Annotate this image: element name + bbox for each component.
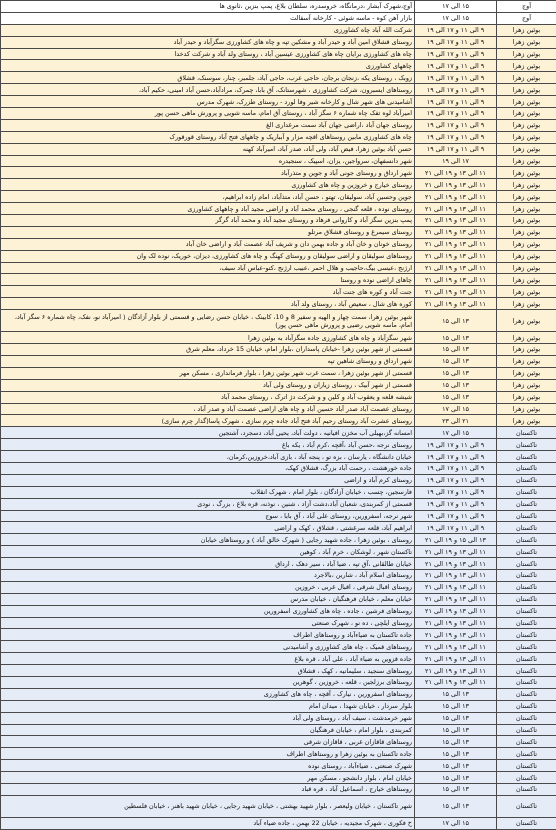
- table-row: [1, 653, 556, 665]
- table-row: [1, 605, 556, 617]
- zone-cell: بوئین زهرا: [497, 191, 556, 203]
- zone-cell: بوئین زهرا: [497, 84, 556, 96]
- time-cell: ۱۳ الی ۱۵: [415, 760, 497, 772]
- time-cell: ۱۱ الی ۱۳ و ۱۹ الی ۲۱: [415, 203, 497, 215]
- area-cell: قسمتی از شهر بوئین زهرا ، سمت غرب شهر بوئین زهرا ، بلوار فرمانداری ، مسکن مهر: [1, 367, 415, 379]
- table-row: [1, 534, 556, 546]
- time-cell: ۱۱ الی ۱۳ و ۱۹ الی ۲۱: [415, 191, 497, 203]
- time-cell: ۱۳ الی ۱۵: [415, 736, 497, 748]
- time-cell: ۹ الی ۱۱ و ۱۷ الی ۱۹: [415, 143, 497, 155]
- area-cell: بلوار سردار ، خیابان شهدا ، میدان امام: [1, 700, 415, 712]
- time-cell: ۱۵ الی ۱۷: [415, 427, 497, 439]
- time-cell: ۱۳ الی ۱۵: [415, 310, 497, 332]
- area-cell: شهر ارداق و روستای جونی آباد و جوین و متذرآباد: [1, 167, 415, 179]
- table-row: [1, 262, 556, 274]
- table-row: [1, 629, 556, 641]
- area-cell: روستاهای اسلام آباد ، شارین ،بالاجرد: [1, 569, 415, 581]
- area-cell: خیابان دانشگاه ، یارسان ، بزه تو ، پنجه آباد ، بازی آباد،خروزین،کرمان،: [1, 451, 415, 463]
- table-row: [1, 238, 556, 250]
- time-cell: ۱۳ الی ۱۵: [415, 772, 497, 784]
- zone-cell: تاکستان: [497, 688, 556, 700]
- area-cell: روستای عصمت آباد صدر آباد حسین آباد و چاه های اراضی عصمت آباد و صدر آباد ،: [1, 403, 415, 415]
- time-cell: ۱۵ الی ۱۷: [415, 817, 497, 829]
- table-row: [1, 581, 556, 593]
- table-row: [1, 179, 556, 191]
- zone-cell: بوئین زهرا: [497, 262, 556, 274]
- time-cell: ۱۳ الی ۱۵: [415, 712, 497, 724]
- zone-cell: بوئین زهرا: [497, 72, 556, 84]
- table-row: [1, 665, 556, 677]
- table-row: [1, 391, 556, 403]
- table-row: [1, 72, 556, 84]
- zone-cell: تاکستان: [497, 760, 556, 772]
- table-row: [1, 286, 556, 298]
- time-cell: ۱۱ الی ۱۳ و ۱۹ الی ۲۱: [415, 665, 497, 677]
- zone-cell: بوئین زهرا: [497, 250, 556, 262]
- table-row: [1, 203, 556, 215]
- table-row: [1, 546, 556, 558]
- table-row: [1, 119, 556, 131]
- area-cell: آوج،شهرک آبشار ،درمانگاه، خروسدره، سلطان بلاغ، پمپ بنزین ،ثانوی ها: [1, 1, 415, 13]
- time-cell: ۱۱ الی ۱۳ و ۱۹ الی ۲۱: [415, 569, 497, 581]
- table-row: [1, 84, 556, 96]
- time-cell: ۱۱ الی ۱۳ و ۱۹ الی ۲۱: [415, 215, 497, 227]
- area-cell: روستاهای اسفرورین ، نیارک ، آقچه ، چاه های کشاورزی: [1, 688, 415, 700]
- area-cell: جاده خورهشت ، رحمت آباد بزرگ، قشلاق کهک،: [1, 462, 415, 474]
- time-cell: ۹ الی ۱۱ و ۱۷ الی ۱۹: [415, 60, 497, 72]
- table-row: [1, 415, 556, 427]
- time-cell: ۱۱ الی ۱۳ و ۱۹ الی ۲۱: [415, 581, 497, 593]
- zone-cell: تاکستان: [497, 427, 556, 439]
- area-cell: روستاهای قمیک ، چاه های کشاورزی و آشامیدنی: [1, 641, 415, 653]
- zone-cell: بوئین زهرا: [497, 274, 556, 286]
- time-cell: ۱۱ الی ۱۳ و ۱۹ الی ۲۱: [415, 262, 497, 274]
- zone-cell: تاکستان: [497, 558, 556, 570]
- area-cell: چاه های کشاورزی برایان چاه های کشاورزی عیسین آباد ، روستای ولد آباد و شرکت کدخدا: [1, 48, 415, 60]
- time-cell: ۱۱ الی ۱۳ و ۱۹ الی ۲۱: [415, 605, 497, 617]
- table-row: [1, 344, 556, 356]
- area-cell: روستای ایلچی ، ده نو ، شهرک صنعتی: [1, 617, 415, 629]
- zone-cell: بوئین زهرا: [497, 226, 556, 238]
- area-cell: شهر خرمدشت ، سیف آباد ، روستای ولی آباد: [1, 712, 415, 724]
- time-cell: ۱۵ الی ۱۷: [415, 403, 497, 415]
- zone-cell: بوئین زهرا: [497, 24, 556, 36]
- area-cell: روستای کرم آباد و اراضی: [1, 474, 415, 486]
- table-row: [1, 676, 556, 688]
- area-cell: خ فکوری ، شهرک مجیدیه ، خیابان 22 بهمن ، جاده ضیاء آباد: [1, 817, 415, 829]
- time-cell: ۱۳ الی ۱۵ و ۱۹ الی ۲۱: [415, 534, 497, 546]
- zone-cell: تاکستان: [497, 593, 556, 605]
- table-row: [1, 355, 556, 367]
- zone-cell: تاکستان: [497, 486, 556, 498]
- area-cell: روستای نرجه ،حسن آباد ،آقچه ،کرم آباد ، یکه باغ: [1, 439, 415, 451]
- zone-cell: آوج: [497, 12, 556, 24]
- time-cell: ۱۳ الی ۱۵: [415, 748, 497, 760]
- area-cell: خیابان امام ، بلوار دانشجو ، مسکن مهر: [1, 772, 415, 784]
- area-cell: روستاهای برزلجین ، قلعه ، خروزین ، گوهرین: [1, 676, 415, 688]
- zone-cell: بوئین زهرا: [497, 391, 556, 403]
- table-row: [1, 510, 556, 522]
- zone-cell: تاکستان: [497, 629, 556, 641]
- time-cell: ۱۳ الی ۱۵: [415, 332, 497, 344]
- zone-cell: بوئین زهرا: [497, 367, 556, 379]
- area-cell: جاده قزوین به ضیاء آباد ، علی آباد ، قره بلاغ: [1, 653, 415, 665]
- zone-cell: تاکستان: [497, 817, 556, 829]
- zone-cell: بوئین زهرا: [497, 119, 556, 131]
- time-cell: ۱۱ الی ۱۳ و ۱۹ الی ۲۱: [415, 274, 497, 286]
- time-cell: ۱۱ الی ۱۳ و ۱۹ الی ۲۱: [415, 179, 497, 191]
- zone-cell: بوئین زهرا: [497, 108, 556, 120]
- zone-cell: بوئین زهرا: [497, 415, 556, 427]
- zone-cell: بوئین زهرا: [497, 96, 556, 108]
- table-row: [1, 155, 556, 167]
- table-row: [1, 817, 556, 829]
- table-row: [1, 641, 556, 653]
- time-cell: ۱۳ الی ۱۵: [415, 355, 497, 367]
- table-row: [1, 24, 556, 36]
- zone-cell: بوئین زهرا: [497, 48, 556, 60]
- area-cell: روستای سیمرغ و روستای قشلاق مرتلو: [1, 226, 415, 238]
- zone-cell: بوئین زهرا: [497, 238, 556, 250]
- time-cell: ۹ الی ۱۱ و ۱۷ الی ۱۹: [415, 108, 497, 120]
- zone-cell: تاکستان: [497, 522, 556, 534]
- area-cell: روستای قشلاق امین آباد و حیدر آباد و مشکین تپه و چاه های کشاورزی سگزآباد و حیدر آباد: [1, 36, 415, 48]
- table-row: [1, 143, 556, 155]
- time-cell: ۱۱ الی ۱۳ و ۱۹ الی ۲۱: [415, 546, 497, 558]
- zone-cell: تاکستان: [497, 605, 556, 617]
- time-cell: ۱۳ الی ۱۵: [415, 688, 497, 700]
- table-row: [1, 439, 556, 451]
- zone-cell: تاکستان: [497, 772, 556, 784]
- table-row: [1, 167, 556, 179]
- table-row: [1, 688, 556, 700]
- zone-cell: تاکستان: [497, 795, 556, 817]
- area-cell: شرکت الله آباد چاه کشاورزی: [1, 24, 415, 36]
- time-cell: ۱۱ الی ۱۳ و ۱۹ الی ۲۱: [415, 653, 497, 665]
- table-row: [1, 250, 556, 262]
- zone-cell: تاکستان: [497, 462, 556, 474]
- zone-cell: بوئین زهرا: [497, 60, 556, 72]
- time-cell: ۹ الی ۱۱ و ۱۷ الی ۱۹: [415, 462, 497, 474]
- zone-cell: تاکستان: [497, 748, 556, 760]
- time-cell: ۱۵ الی ۱۷: [415, 12, 497, 24]
- time-cell: ۹ الی ۱۱ و ۱۷ الی ۱۹: [415, 36, 497, 48]
- table-row: [1, 724, 556, 736]
- zone-cell: تاکستان: [497, 498, 556, 510]
- table-row: [1, 736, 556, 748]
- area-cell: روستای نوده ، قلعه گنجی ، روستای محمد آباد و اراضی مجید آباد و چاههای کشاورزی: [1, 203, 415, 215]
- area-cell: چاههای کشاورزی: [1, 60, 415, 72]
- area-cell: قسمتی از کمربندی، شعبان آباد،دشت آزاد ، شنین ، نوذنه، قره بلاغ ، بزرگ ، نودی: [1, 498, 415, 510]
- time-cell: ۱۱ الی ۱۳ و ۱۹ الی ۲۱: [415, 167, 497, 179]
- area-cell: جوین وحسین آباد، سولیقان، تهتو ، حسن آباد، متذآباد، امام زاده ابراهیم،: [1, 191, 415, 203]
- zone-cell: بوئین زهرا: [497, 203, 556, 215]
- zone-cell: بوئین زهرا: [497, 143, 556, 155]
- area-cell: امسانه گز،بهیلی آب مخزن افیانیه ، دولت آباد، یحیی آباد، دسجرد، آشتجین: [1, 427, 415, 439]
- area-cell: حسن آباد بوئین زهرا، فیض آباد، ولی آباد، صدر آباد، امیرآباد کهنه: [1, 143, 415, 155]
- table-row: [1, 131, 556, 143]
- area-cell: شهر نرجه، اسفرورین، روستای علی آباد ، آق بابا ، سوج: [1, 510, 415, 522]
- zone-cell: تاکستان: [497, 451, 556, 463]
- table-row: [1, 760, 556, 772]
- area-cell: روستاهای قاقازان غربی ، قاقازان شرقی: [1, 736, 415, 748]
- table-row: [1, 36, 556, 48]
- time-cell: ۱۳ الی ۱۵: [415, 367, 497, 379]
- time-cell: ۱۳ الی ۱۵: [415, 724, 497, 736]
- zone-cell: بوئین زهرا: [497, 179, 556, 191]
- time-cell: ۱۱ الی ۱۳ و ۱۹ الی ۲۱: [415, 676, 497, 688]
- table-row: [1, 96, 556, 108]
- area-cell: قسمتی از شهر آبیک ، روستای زیاران و روستای ولی آباد: [1, 379, 415, 391]
- time-cell: ۱۱ الی ۱۳ و ۱۹ الی ۲۱: [415, 250, 497, 262]
- area-cell: روستای خونان و خان آباد و جاده بهمن دان و شریف آباد عصمت آباد و اراضی خان آباد: [1, 238, 415, 250]
- area-cell: روستای جهان آباد ،اراضی جهان آباد سمت مرغداری الغ: [1, 119, 415, 131]
- table-row: [1, 215, 556, 227]
- area-cell: روستاهای ایسبرون، شرکت کشاورزی ، شهرستانک، آق بابا، چمرک، مرادآباد،حسن آباد امینی، حکیم آباد،: [1, 84, 415, 96]
- time-cell: ۱۱ الی ۱۳ و ۱۹ الی ۲۱: [415, 617, 497, 629]
- time-cell: ۹ الی ۱۱ و ۱۷ الی ۱۹: [415, 131, 497, 143]
- time-cell: ۹ الی ۱۱ و ۱۷ الی ۱۹: [415, 486, 497, 498]
- time-cell: ۱۱ الی ۱۳ و ۱۹ الی ۲۱: [415, 238, 497, 250]
- table-row: [1, 310, 556, 332]
- table-row: [1, 1, 556, 13]
- time-cell: ۹ الی ۱۱ و ۱۷ الی ۱۹: [415, 522, 497, 534]
- zone-cell: تاکستان: [497, 712, 556, 724]
- time-cell: ۱۳ الی ۱۵: [415, 379, 497, 391]
- time-cell: ۱۱ الی ۱۳ و ۱۹ الی ۲۱: [415, 298, 497, 310]
- zone-cell: آوج: [497, 1, 556, 13]
- time-cell: ۹ الی ۱۱ و ۱۷ الی ۱۹: [415, 72, 497, 84]
- time-cell: ۱۳ الی ۱۵: [415, 784, 497, 796]
- area-cell: جاده تاکستان به بوئین زهرا و روستاهای اطراف: [1, 748, 415, 760]
- zone-cell: تاکستان: [497, 581, 556, 593]
- zone-cell: بوئین زهرا: [497, 379, 556, 391]
- area-cell: روستای خیارج و خروزین و چاه های کشاورزی: [1, 179, 415, 191]
- area-cell: ارژنج ،عیسی بیگ،حاجیب و هلال احمر ،عبیب ارژنج ،کتو-عباس آباد سیف،: [1, 262, 415, 274]
- table-row: [1, 298, 556, 310]
- zone-cell: تاکستان: [497, 700, 556, 712]
- table-row: [1, 12, 556, 24]
- zone-cell: بوئین زهرا: [497, 344, 556, 356]
- time-cell: ۱۱ الی ۱۳ و ۱۹ الی ۲۱: [415, 226, 497, 238]
- table-row: [1, 403, 556, 415]
- table-row: [1, 700, 556, 712]
- table-row: [1, 784, 556, 796]
- time-cell: ۱۱ الی ۱۳ و ۱۹ الی ۲۱: [415, 641, 497, 653]
- area-cell: روستای اقبال شرقی ، اقبال غربی ، خروزین: [1, 581, 415, 593]
- table-row: [1, 48, 556, 60]
- area-cell: ابراهیم آباد، قلعه سرغشتی ، قشلاق ، کهک و اراضی: [1, 522, 415, 534]
- zone-cell: تاکستان: [497, 534, 556, 546]
- area-cell: شهر ارداق و روستای شاهین تپه: [1, 355, 415, 367]
- table-row: [1, 498, 556, 510]
- area-cell: شهر دانسفهان، سرواجین، یزان، اسپیک ، سنجیدره: [1, 155, 415, 167]
- time-cell: ۹ الی ۱۱ و ۱۷ الی ۱۹: [415, 119, 497, 131]
- area-cell: تاکستان شهر ، لوشکان ، خرم آباد ، کوهین: [1, 546, 415, 558]
- table-row: [1, 593, 556, 605]
- area-cell: خیابان معلم ، خیابان فرهنگیان ، خیابان مدرس: [1, 593, 415, 605]
- table-row: [1, 367, 556, 379]
- time-cell: ۱۳ الی ۱۵: [415, 700, 497, 712]
- zone-cell: بوئین زهرا: [497, 355, 556, 367]
- zone-cell: بوئین زهرا: [497, 310, 556, 332]
- area-cell: کمربندی ، بلوار امام ، خیابان فرهنگیان: [1, 724, 415, 736]
- time-cell: ۹ الی ۱۱ و ۱۷ الی ۱۹: [415, 48, 497, 60]
- zone-cell: تاکستان: [497, 439, 556, 451]
- zone-cell: بوئین زهرا: [497, 298, 556, 310]
- time-cell: ۱۳ الی ۱۵: [415, 344, 497, 356]
- time-cell: ۹ الی ۱۱ و ۱۷ الی ۱۹: [415, 84, 497, 96]
- zone-cell: تاکستان: [497, 653, 556, 665]
- table-row: [1, 226, 556, 238]
- zone-cell: تاکستان: [497, 641, 556, 653]
- time-cell: ۱۳ الی ۱۵: [415, 391, 497, 403]
- zone-cell: تاکستان: [497, 784, 556, 796]
- area-cell: جاده تاکستان به ضیاءآباد و روستاهای اطراف: [1, 629, 415, 641]
- time-cell: ۱۱ الی ۱۳ و ۱۹ الی ۲۱: [415, 286, 497, 298]
- zone-cell: تاکستان: [497, 665, 556, 677]
- table-row: [1, 558, 556, 570]
- area-cell: جنت آباد و کوره های جنت آباد: [1, 286, 415, 298]
- time-cell: ۹ الی ۱۱ و ۱۷ الی ۱۹: [415, 451, 497, 463]
- table-row: [1, 712, 556, 724]
- zone-cell: بوئین زهرا: [497, 36, 556, 48]
- time-cell: ۱۵ الی ۱۷: [415, 1, 497, 13]
- area-cell: پمپ بنزین سگز آباد و کاروانی فرهاد و روستای مجید آباد و محمد آباد گرگر: [1, 215, 415, 227]
- zone-cell: تاکستان: [497, 617, 556, 629]
- zone-cell: بوئین زهرا: [497, 155, 556, 167]
- time-cell: ۱۱ الی ۱۳ و ۱۹ الی ۲۱: [415, 558, 497, 570]
- table-row: [1, 274, 556, 286]
- table-row: [1, 379, 556, 391]
- table-row: [1, 748, 556, 760]
- time-cell: ۱۳ الی ۱۵: [415, 795, 497, 817]
- zone-cell: تاکستان: [497, 676, 556, 688]
- time-cell: ۹ الی ۱۱ و ۱۷ الی ۱۹: [415, 510, 497, 522]
- table-row: [1, 522, 556, 534]
- time-cell: ۹ الی ۱۱ و ۱۷ الی ۱۹: [415, 498, 497, 510]
- time-cell: ۹ الی ۱۱ و ۱۷ الی ۱۹: [415, 24, 497, 36]
- time-cell: ۹ الی ۱۱ و ۱۷ الی ۱۹: [415, 96, 497, 108]
- area-cell: قسمتی از شهر بوئین زهرا -خیابان پاسداران ،بلوار امام، خیابان 15 خرداد، معلم شرق: [1, 344, 415, 356]
- area-cell: زوبک ، روستای یکه ،زنجان برجان، حاجی عرب، حاجی آباد، جلمبر، چنار، سوسنک، قشلاق: [1, 72, 415, 84]
- zone-cell: بوئین زهرا: [497, 215, 556, 227]
- area-cell: آشامیدنی های شهر شال و کارخانه شیر وفا لورد - روستای طزرک، شهرک مدرس: [1, 96, 415, 108]
- time-cell: ۱۱ الی ۱۳ و ۱۹ الی ۲۱: [415, 629, 497, 641]
- table-row: [1, 617, 556, 629]
- area-cell: روستاهای خیارج ، اسماعیل آباد ، قره قباد: [1, 784, 415, 796]
- schedule-rows: [1, 1, 556, 830]
- time-cell: ۹ الی ۱۱ و ۱۷ الی ۱۹: [415, 439, 497, 451]
- zone-cell: تاکستان: [497, 546, 556, 558]
- area-cell: چاهای اراضی نوده و روستا: [1, 274, 415, 286]
- table-row: [1, 474, 556, 486]
- table-row: [1, 332, 556, 344]
- area-cell: کوره های شال ، سعیص آباد ، روستای ولد آباد: [1, 298, 415, 310]
- zone-cell: تاکستان: [497, 569, 556, 581]
- zone-cell: بوئین زهرا: [497, 167, 556, 179]
- area-cell: بازار آهن کوه - ماسه شوئی - کارخانه آسفالت: [1, 12, 415, 24]
- time-cell: ۱۷ الی ۱۹: [415, 155, 497, 167]
- zone-cell: بوئین زهرا: [497, 332, 556, 344]
- time-cell: ۹ الی ۱۱ و ۱۷ الی ۱۹: [415, 474, 497, 486]
- table-row: [1, 60, 556, 72]
- table-row: [1, 772, 556, 784]
- area-cell: روستاهای سولیقان و اراضی سولیقان و روستای کهنگ و چاه های کشاورزی، دیزان، خوریک، نوده لک وان: [1, 250, 415, 262]
- zone-cell: تاکستان: [497, 474, 556, 486]
- zone-cell: بوئین زهرا: [497, 403, 556, 415]
- zone-cell: تاکستان: [497, 510, 556, 522]
- area-cell: شهر سگزآباد و چاه های کشاورزی جاده سگزآباد به بوئین زهرا: [1, 332, 415, 344]
- area-cell: شهرک صنعتی ، ضیاءآباد ، روستای نوده: [1, 760, 415, 772]
- area-cell: شیشه قلعه و یعقوب آباد و کلین و و شرکت دژ اترک ، روستای محمد آباد: [1, 391, 415, 403]
- area-cell: شهر بوئین زهرا، سمت چهار و الهیه و سفیر 8 و 10، کابینک ، خیابان حسن رضایی و قسمتی از بلوار آزادگان ( امیرآباد نو، نفک، چاه شماره ۶ سگز آباد، امام، ماسه شویی رضیی و پرورش ماهی حسن پور): [1, 310, 415, 332]
- time-cell: ۲۱ الی ۲۳: [415, 415, 497, 427]
- area-cell: روستای ، بوئین زهرا ، جاده شهید رجایی ( شهرک خالق آباد ) و روستاهای خیابان: [1, 534, 415, 546]
- table-row: [1, 569, 556, 581]
- time-cell: ۱۱ الی ۱۳ و ۱۹ الی ۲۱: [415, 593, 497, 605]
- zone-cell: تاکستان: [497, 736, 556, 748]
- zone-cell: بوئین زهرا: [497, 286, 556, 298]
- table-row: [1, 191, 556, 203]
- table-row: [1, 795, 556, 817]
- area-cell: امیرآباد لوه تفک چاه شماره ۶ سگز آباد ، روستای آق امام، ماسه شویی و پرورش ماهی حسن پور: [1, 108, 415, 120]
- zone-cell: بوئین زهرا: [497, 131, 556, 143]
- table-row: [1, 427, 556, 439]
- area-cell: خیابان طالقانی ،آق تپه ، ضیا آباد ، سیر دهک ، ارداق: [1, 558, 415, 570]
- table-row: [1, 462, 556, 474]
- area-cell: فارسجین، چسب ، خیابان آزادگان ، بلوار امام ، شهرک انقلاب: [1, 486, 415, 498]
- area-cell: چاه های کشاورزی مابین روستاهای اقچه مزار و آبباریک و چاههای فتح آباد روستای قورقورک: [1, 131, 415, 143]
- area-cell: روستای عشرت آباد روستای رحیم آباد فتح آباد جاده چرم سازی ، شهرک پاسا(گدار چرم سازی): [1, 415, 415, 427]
- table-row: [1, 451, 556, 463]
- area-cell: شهر تاکستان ، خیابان ولیعصر ، بلوار شهید بهشتی ، خیابان شهید رجایی ، خیابان شهید باهنر ، خیابان فلسطین: [1, 795, 415, 817]
- table-row: [1, 486, 556, 498]
- table-row: [1, 108, 556, 120]
- zone-cell: تاکستان: [497, 724, 556, 736]
- area-cell: روستاهای سنجید ، سلیمانیه ، کهک ، قشلاق: [1, 665, 415, 677]
- area-cell: روستاهای فرشین ، جاده ، چاه های کشاورزی اسفرورین: [1, 605, 415, 617]
